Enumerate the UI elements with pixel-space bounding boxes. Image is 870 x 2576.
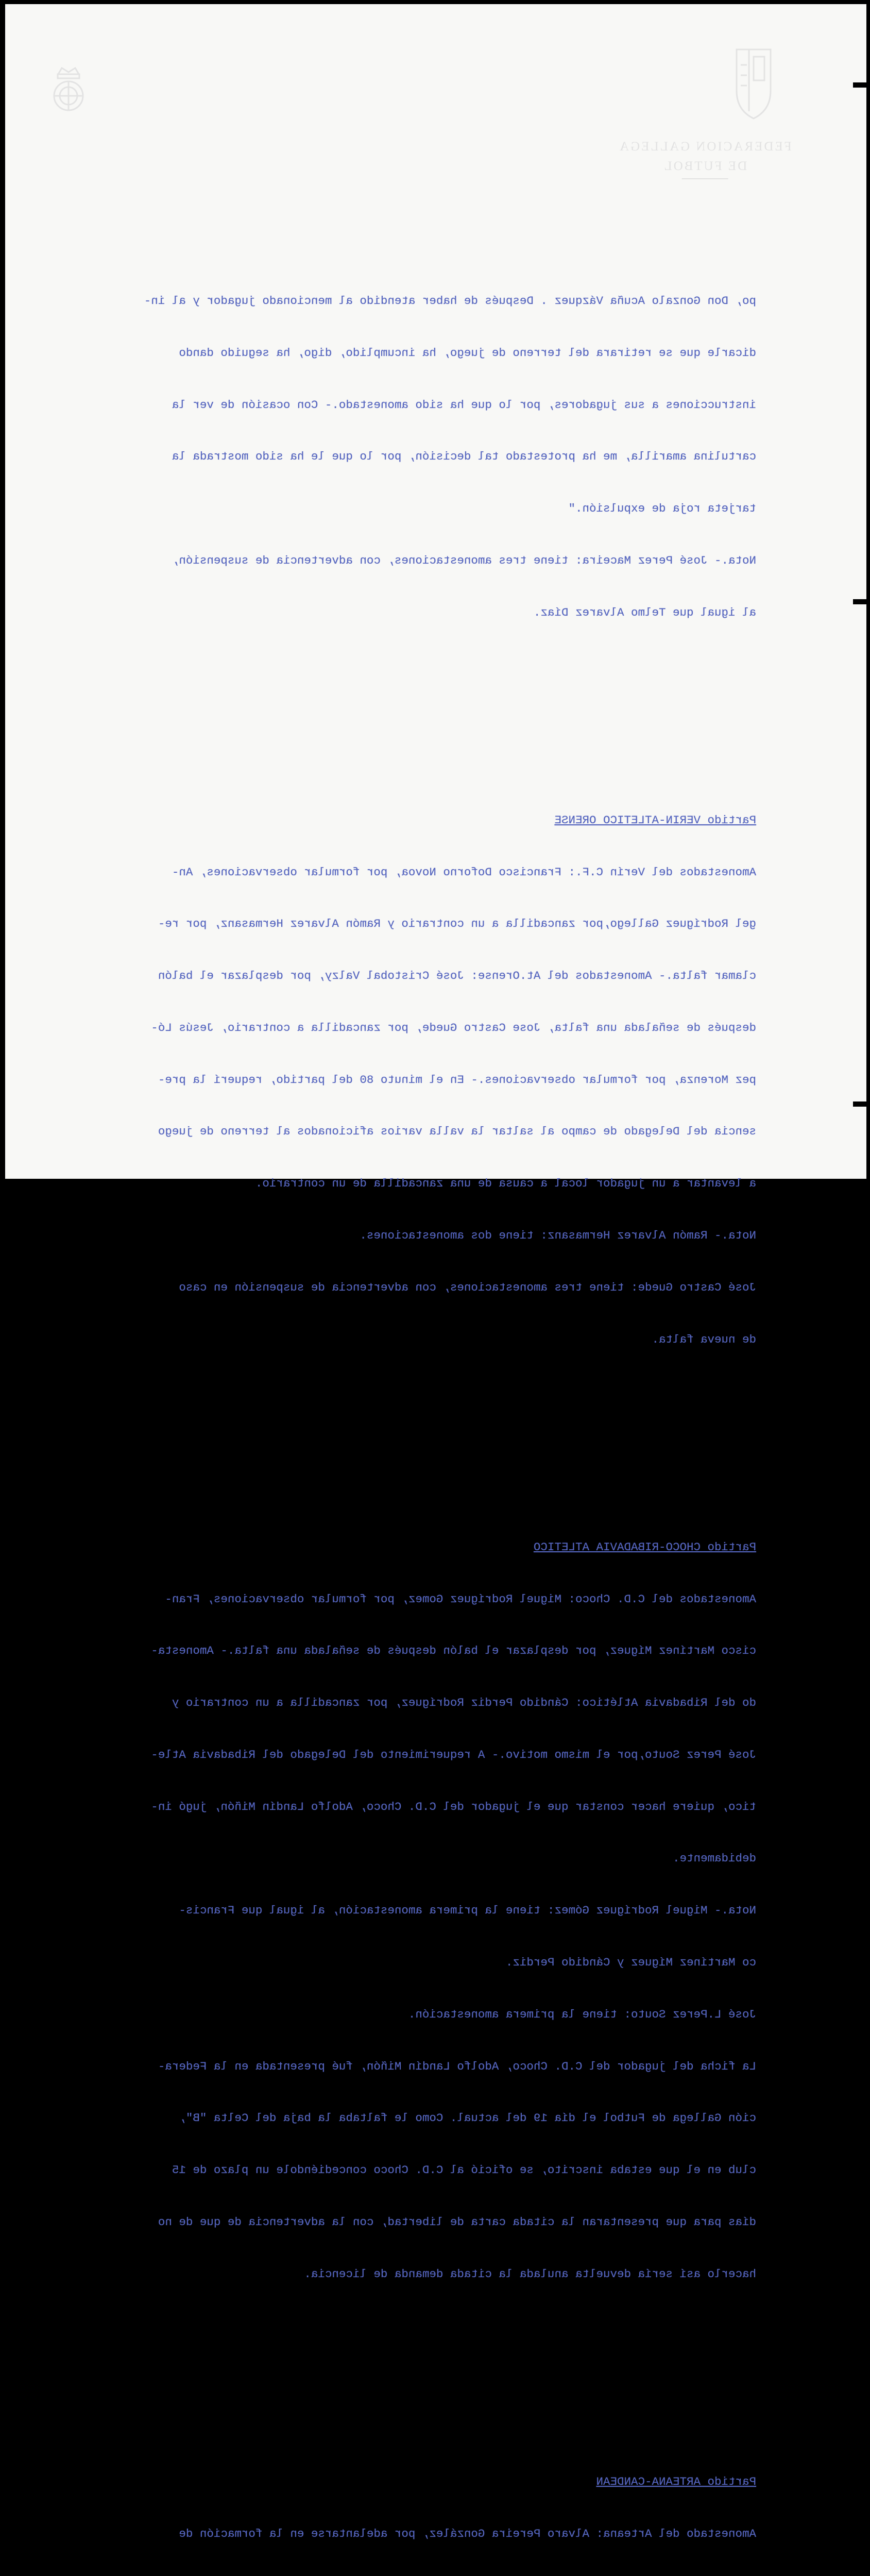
text-line: pez Morenza, por formular observaciones.- En el minuto 80 del partido, requerí la pre-: [158, 1073, 756, 1087]
royal-crest-icon: [45, 65, 92, 124]
section-arteana: [14, 2439, 756, 2576]
text-line: Amonestados del Verín C.F.: Francisco Doforno Novoa, por formular observaciones, An-: [172, 865, 756, 879]
text-line: Nota.- Miguel Rodríguez Gómez: tiene la primera amonestación, al igual que Francis-: [179, 1904, 756, 1918]
text-line: La ficha del jugador del C.D. Choco, Adolfo Landín Miñón, fué presentada en la Federa-: [158, 2059, 756, 2073]
text-line: debidamente.: [672, 1852, 756, 1866]
text-line: Nota.- José Perez Maceira: tiene tres amonestaciones, con advertencia de suspensión,: [172, 553, 756, 567]
text-line: gel Rodríguez Gallego,por zancadilla a un contrario y Ramón Alvarez Hermasanz, por re-: [158, 917, 756, 931]
letterhead-line-1: FEDERACION GALLEGA: [618, 140, 792, 154]
text-line: club en el que estaba inscrito, se ofició al C.D. Choco concediéndole un plazo de 15: [172, 2163, 756, 2177]
letterhead-rule: [682, 178, 728, 179]
section-heading: Partido VERIN-ATLETICO ORENSE: [554, 813, 756, 827]
text-line: hacerlo así sería devuelta anulada la citada demanda de licencia.: [304, 2267, 756, 2281]
text-line: cartulina amarilla, me ha protestado tal decisión, por lo que le ha sido mostrada la: [172, 450, 756, 464]
text-line: dicarle que se retirara del terreno de juego, ha incumplido, digo, ha seguido dando: [179, 346, 756, 360]
text-line: instrucciones a sus jugadores, por lo que ha sido amonestado.- Con ocasión de ver la: [172, 398, 756, 412]
text-line: sencia del Delegado de campo al saltar la valla varios aficionados al terreno de juego: [158, 1125, 756, 1139]
text-line: a levantar a un jugador local a causa de una zancadilla de un contrario.: [255, 1177, 756, 1191]
text-line: al igual que Telmo Alvarez Díaz.: [533, 605, 756, 619]
text-line: Amonestado del Arteana: Alvaro Pereira González, por adelantarse en la formación de: [179, 2527, 756, 2540]
text-line: tarjeta roja de expulsión.": [568, 502, 756, 516]
text-line: tico, quiere hacer constar que el jugador del C.D. Choco, Adolfo Landín Miñón, jugó in-: [151, 1800, 756, 1814]
page-edge-tab: [853, 82, 866, 88]
document-page: [5, 4, 866, 2540]
text-line: José L.Perez Souto: tiene la primera amonestación.: [408, 2007, 756, 2021]
text-line: de nueva falta.: [652, 1332, 756, 1346]
section-gap: [14, 1435, 756, 1452]
text-line: clamar falta.- Amonestados del At.Orense: José Cristobal Valzy, por desplazar el balón: [158, 969, 756, 983]
text-line: Nota.- Ramón Alvarez Hermasanz: tiene dos amonestaciones.: [360, 1229, 756, 1243]
text-line: do del Ribadavia Atlético: Cándido Perdiz Rodríguez, por zancadilla a un contrario y: [172, 1696, 756, 1710]
page-edge-tab: [853, 1101, 866, 1107]
section-heading: Partido CHOCO-RIBADAVIA ATLETICO: [533, 1540, 756, 1554]
text-line: después de señalada una falta, Jose Castro Guede, por zancadilla a contrario, Jesús Ló-: [151, 1021, 756, 1035]
paragraph-1: [14, 258, 756, 656]
text-line: cisco Martínez Míguez, por desplazar el balón después de señalada una falta.- Amonesta-: [151, 1644, 756, 1658]
bleed-through-text: [14, 206, 756, 2576]
text-line: Amonestados del C.D. Choco: Miguel Rodríguez Gomez, por formular observaciones, Fran-: [165, 1592, 756, 1606]
section-gap: [14, 708, 756, 725]
section-gap: [14, 2369, 756, 2387]
text-line: co Martínez Míguez y Cándido Perdiz.: [505, 1955, 756, 1969]
shield-emblem-icon: [733, 44, 774, 124]
letterhead: [618, 137, 792, 179]
section-heading: Partido ARTEANA-CANDEAN: [596, 2475, 756, 2488]
text-line: po, Don Gonzalo Acuña Vázquez . Después de haber atendido al mencionado jugador y al in-: [144, 294, 756, 308]
text-line: ción Gallega de Futbol el día 19 del actual. Como le faltaba la baja del Celta "B",: [179, 2111, 756, 2125]
page-edge-tab: [853, 599, 866, 604]
section-verin: [14, 777, 756, 1383]
text-line: José Perez Souto,por el mismo motivo.- A requerimiento del Delegado del Ribadavia Atle-: [151, 1748, 756, 1761]
letterhead-line-2: DE FUTBOL: [662, 159, 747, 173]
section-choco: [14, 1504, 756, 2318]
text-line: días para que presentaran la citada carta de libertad, con la advertencia de que de no: [158, 2215, 756, 2229]
text-line: José Castro Guede: tiene tres amonestaciones, con advertencia de suspensión en caso: [179, 1280, 756, 1294]
